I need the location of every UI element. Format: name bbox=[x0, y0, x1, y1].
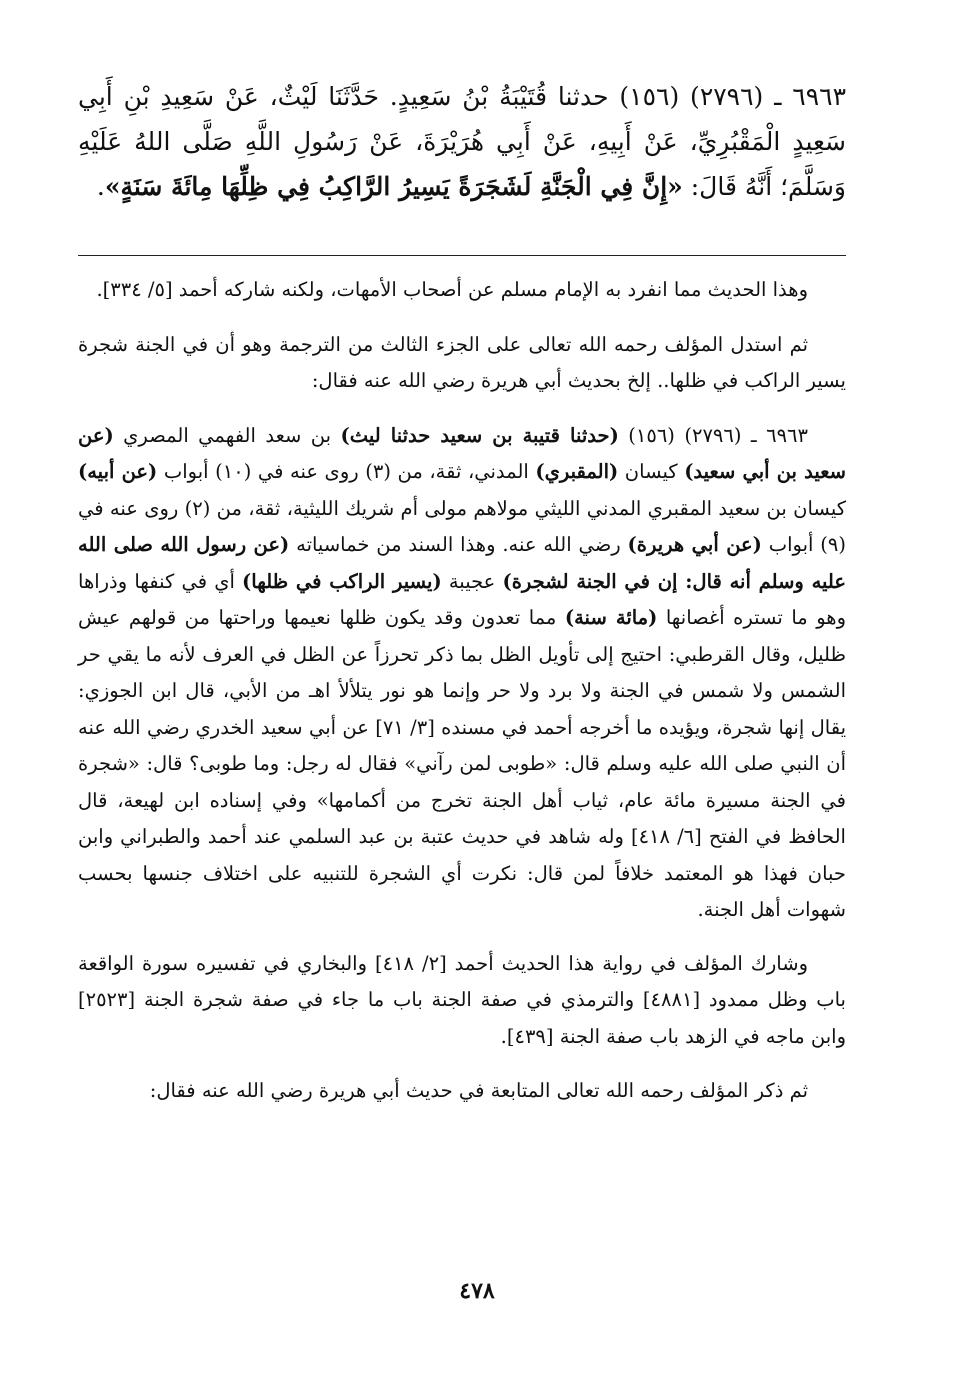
text-segment: كيسان بن سعيد المقبري المدني الليثي مولاهم مولى أم شريك الليثية، ثقة، من (٢) روى عنه في (٩) أبواب bbox=[78, 496, 846, 556]
text-segment: كيسان bbox=[618, 460, 685, 483]
commentary-paragraph-1: وهذا الحديث مما انفرد به الإمام مسلم عن أصحاب الأمهات، ولكنه شاركه أحمد [٥/ ٣٣٤]. bbox=[96, 278, 808, 301]
hadith-text bbox=[78, 74, 846, 209]
hadith-end-mark: . bbox=[96, 172, 105, 201]
section-divider bbox=[78, 255, 846, 256]
bold-segment: (مائة سنة) bbox=[564, 606, 658, 629]
hadith-matn: «إِنَّ فِي الْجَنَّةِ لَشَجَرَةً يَسِيرُ الرَّاكِبُ فِي ظِلِّهَا مِائَةَ سَنَةٍ» bbox=[104, 172, 683, 201]
bold-segment: (المقبري) bbox=[535, 460, 619, 483]
text-segment: عجيبة bbox=[441, 569, 503, 593]
commentary-paragraph-2: ثم استدل المؤلف رحمه الله تعالى على الجزء الثالث من الترجمة وهو أن في الجنة شجرة يسير الراكب في ظلها.. إلخ بحديث أبي هريرة رضي الله عنه فقال: bbox=[78, 332, 846, 392]
text-segment: رضي الله عنه. وهذا السند من خماسياته bbox=[289, 533, 628, 556]
bold-segment: (حدثنا قتيبة بن سعيد حدثنا ليث) bbox=[340, 423, 619, 447]
bold-segment: (يسير الراكب في ظلها) bbox=[242, 569, 442, 593]
bold-segment: (عن أبي هريرة) bbox=[627, 533, 762, 556]
bold-segment: (عن أبيه) bbox=[78, 460, 158, 483]
text-segment: المدني، ثقة، من (٣) روى عنه في (١٠) أبواب bbox=[157, 460, 536, 483]
bold-segment: (عن رسول الله صلى الله عليه وسلم أنه قال: إن في الجنة لشجرة) bbox=[78, 533, 847, 593]
bold-segment: (عن سعيد بن أبي سعيد) bbox=[78, 423, 847, 483]
commentary-paragraph-4: وشارك المؤلف في رواية هذا الحديث أحمد [٢/ ٤١٨] والبخاري في تفسيره سورة الواقعة باب وظل ممدود [٤٨٨١] والترمذي في صفة الجنة باب ما جاء في صفة شجرة الجنة [٢٥٢٣] وابن ماجه في الزهد باب صفة الجنة [٤٣٩]. bbox=[78, 951, 846, 1048]
text-segment: بن سعد الفهمي المصري bbox=[113, 423, 341, 447]
page-number: ٤٧٨ bbox=[459, 1278, 495, 1304]
text-segment: أي في كنفها وذراها وهو ما تستره أغصانها bbox=[78, 569, 846, 629]
hadith-chain: ٦٩٦٣ ـ (٢٧٩٦) (١٥٦) حدثنا قُتَيْبَةُ بْنُ سَعِيدٍ. حَدَّثَنَا لَيْثٌ، عَنْ سَعِيدِ بْنِ أَبِي سَعِيدٍ الْمَقْبُرِيِّ، عَنْ أَبِيهِ، عَنْ أَبِي هُرَيْرَةَ، عَنْ رَسُولِ اللَّهِ صَلَّى اللهُ عَلَيْهِ وَسَلَّمَ؛ أَنَّهُ قَالَ: bbox=[78, 82, 846, 201]
text-segment: مما تعدون وقد يكون ظلها نعيمها وراحتها من قولهم عيش ظليل، وقال القرطبي: احتيج إلى تأويل الظل بما ذكر تحرزاً عن الظل في العرف لأنه ما يقي حر الشمس ولا شمس في الجنة ولا برد ولا حر وإنما هو نور يتلألأ اهـ من الأبي، قال ابن الجوزي: يقال إنها شجرة، ويؤيده ما أخرجه أحمد في مسنده [٣/ ٧١] عن أبي سعيد الخدري رضي الله عنه أن النبي صلى الله عليه وسلم قال: «طوبى لمن رآني» فقال له رجل: وما طوبى؟ قال: «شجرة في الجنة مسيرة مائة عام، ثياب أهل الجنة تخرج من أكمامها» وفي إسناده ابن لهيعة، قال الحافظ في الفتح [٦/ ٤١٨] وله شاهد في حديث عتبة بن عبد السلمي عند أحمد والطبراني وابن حبان فهذا هو المعتمد خلافاً لمن قال: نكرت أي الشجرة للتنبيه على اختلاف جنسها بحسب شهوات أهل الجنة. bbox=[78, 606, 846, 921]
commentary-paragraph-3 bbox=[78, 418, 846, 929]
text-segment: ٦٩٦٣ ـ (٢٧٩٦) (١٥٦) bbox=[618, 423, 808, 447]
commentary bbox=[78, 272, 846, 1128]
commentary-paragraph-5: ثم ذكر المؤلف رحمه الله تعالى المتابعة في حديث أبي هريرة رضي الله عنه فقال: bbox=[149, 1079, 808, 1102]
